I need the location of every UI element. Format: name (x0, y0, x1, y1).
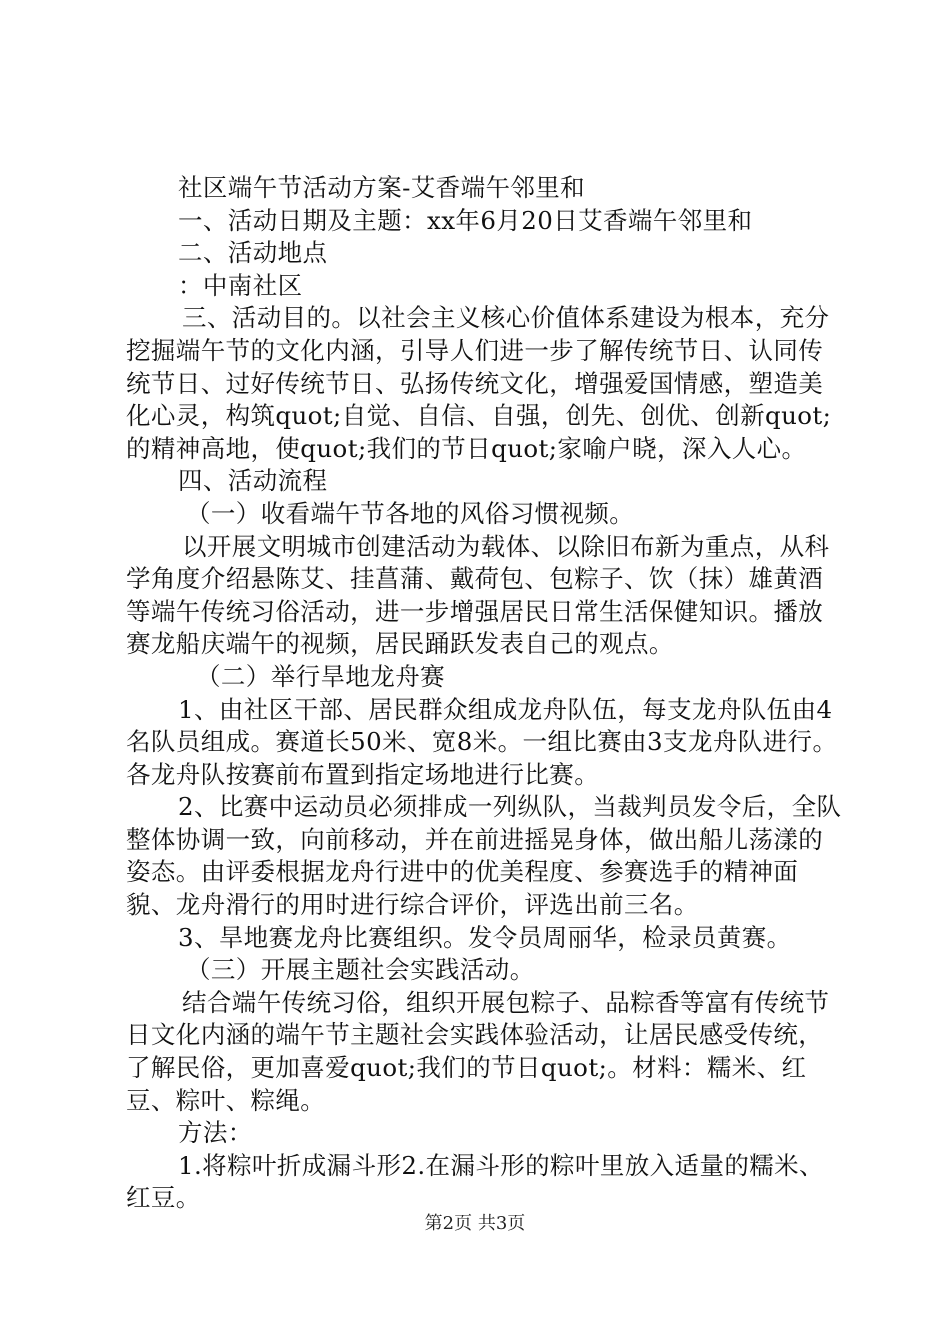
paragraph-step-three-heading: （三）开展主题社会实践活动。 (186, 955, 535, 985)
paragraph-method-body: 1.将粽叶折成漏斗形2.在漏斗形的粽叶里放入适量的糯米、红豆。 (126, 1150, 824, 1213)
paragraph-date-theme: 一、活动日期及主题：xx年6月20日艾香端午邻里和 (178, 205, 753, 235)
paragraph-location-heading: 二、活动地点 (178, 238, 328, 268)
document-body (126, 172, 846, 1215)
paragraph-step-three-body: 结合端午传统习俗，组织开展包粽子、品粽香等富有传统节日文化内涵的端午节主题社会实践体验活动，让居民感受传统，了解民俗，更加喜爱quot;我们的节日quot;。材料：糯米、红豆、粽叶、粽绳。 (126, 987, 830, 1115)
paragraph-step-one-body: 以开展文明城市创建活动为载体、以除旧布新为重点，从科学角度介绍悬陈艾、挂菖蒲、戴荷包、包粽子、饮（抹）雄黄酒等端午传统习俗活动，进一步增强居民日常生活保健知识。播放赛龙船庆端午的视频，居民踊跃发表自己的观点。 (126, 531, 830, 659)
paragraph-race-rule-1: 1、由社区干部、居民群众组成龙舟队伍，每支龙舟队伍由4名队员组成。赛道长50米、宽8米。一组比赛由3支龙舟队进行。各龙舟队按赛前布置到指定场地进行比赛。 (126, 694, 838, 789)
paragraph-location: ：中南社区 (178, 270, 303, 300)
paragraph-step-two-heading: （二）举行旱地龙舟赛 (196, 661, 445, 691)
document-title: 社区端午节活动方案-艾香端午邻里和 (178, 173, 586, 202)
page-number-label: 第2页 共3页 (424, 1213, 526, 1234)
paragraph-step-one-heading: （一）收看端午节各地的风俗习惯视频。 (186, 498, 635, 528)
paragraph-process-heading: 四、活动流程 (178, 466, 328, 496)
paragraph-purpose: 三、活动目的。以社会主义核心价值体系建设为根本，充分挖掘端午节的文化内涵，引导人们进一步了解传统节日、认同传统节日、过好传统节日、弘扬传统文化，增强爱国情感，塑造美化心灵，构筑quot;自觉、自信、自强，创先、创优、创新quot;的精神高地，使quot;我们的节日quot;家喻户晓，深入人心。 (126, 303, 832, 463)
page-footer (0, 1212, 950, 1236)
paragraph-method-heading: 方法： (178, 1118, 253, 1148)
paragraph-race-rule-2: 2、比赛中运动员必须排成一列纵队，当裁判员发令后，全队整体协调一致，向前移动，并在前进摇晃身体，做出船儿荡漾的姿态。由评委根据龙舟行进中的优美程度、参赛选手的精神面貌、龙舟滑行的用时进行综合评价，评选出前三名。 (126, 792, 842, 920)
paragraph-race-rule-3: 3、旱地赛龙舟比赛组织。发令员周丽华，检录员黄赛。 (178, 922, 792, 952)
